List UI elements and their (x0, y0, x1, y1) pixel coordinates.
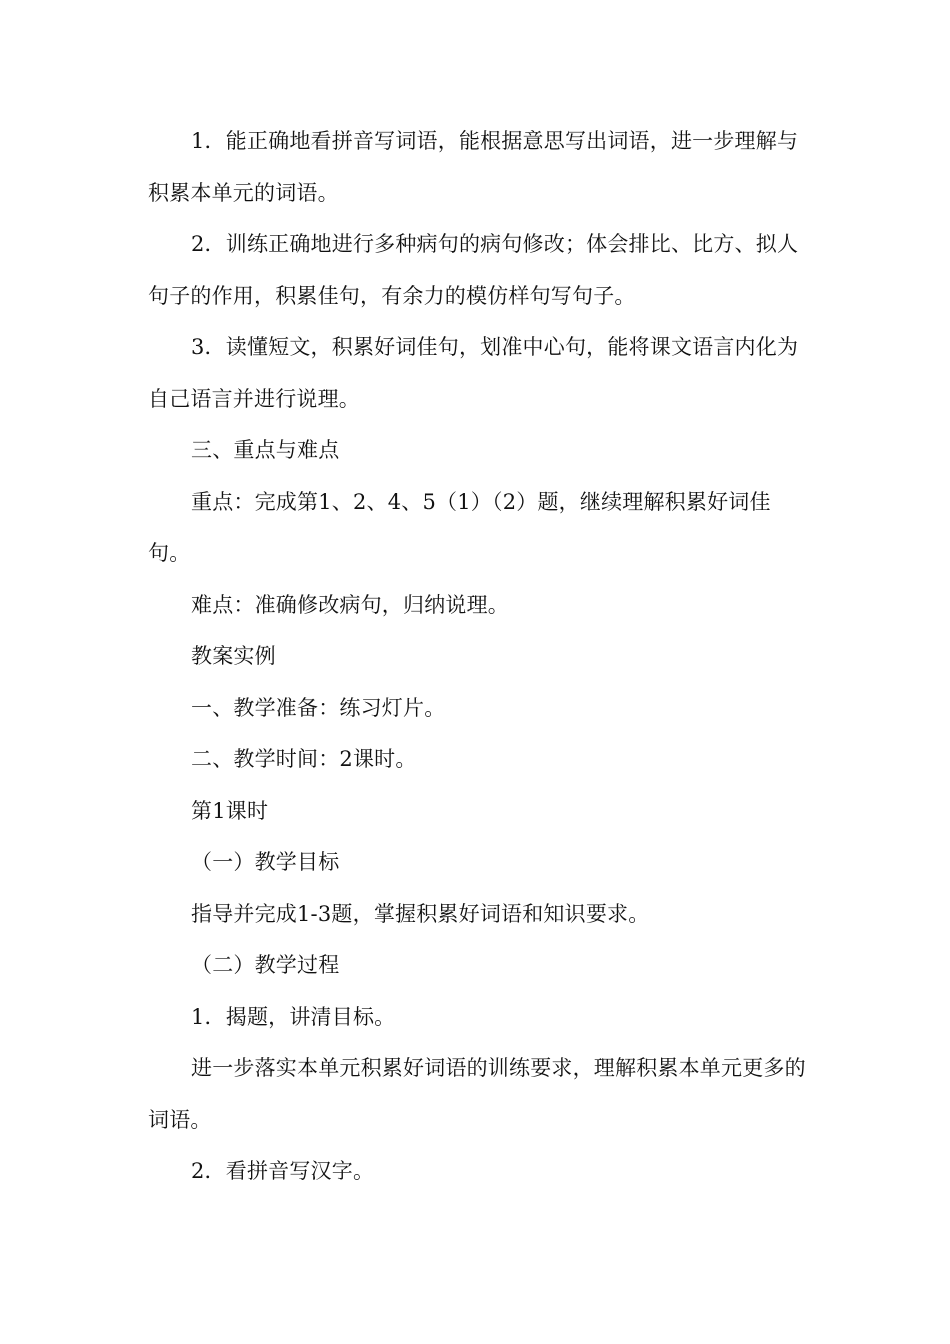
teaching-process-heading: （二）教学过程 (191, 953, 340, 977)
process-step-2: 2．看拼音写汉字。 (191, 1159, 375, 1183)
lesson-example-heading: 教案实例 (191, 644, 276, 668)
objective-1: 1．能正确地看拼音写词语，能根据意思写出词语，进一步理解与积累本单元的词语。 (148, 129, 799, 205)
lesson-1-heading: 第1课时 (191, 798, 269, 823)
document-body (148, 116, 808, 1198)
difficulty-text: 难点：准确修改病句，归纳说理。 (191, 592, 509, 617)
teaching-preparation: 一、教学准备：练习灯片。 (191, 695, 446, 720)
objective-2: 2．训练正确地进行多种病句的病句修改；体会排比、比方、拟人句子的作用，积累佳句，有余力的模仿样句写句子。 (148, 232, 799, 308)
process-step-1: 1．揭题，讲清目标。 (191, 1004, 396, 1029)
process-step-1-detail: 进一步落实本单元积累好词语的训练要求，理解积累本单元更多的词语。 (148, 1056, 806, 1132)
teaching-goals-text: 指导并完成1-3题，掌握积累好词语和知识要求。 (191, 901, 650, 926)
key-point-text: 重点：完成第1、2、4、5（1）（2）题，继续理解积累好词佳句。 (148, 489, 771, 565)
objective-3: 3．读懂短文，积累好词佳句，划准中心句，能将课文语言内化为自己语言并进行说理。 (148, 335, 799, 411)
section-heading-key-points: 三、重点与难点 (191, 438, 340, 462)
teaching-goals-heading: （一）教学目标 (191, 850, 340, 874)
teaching-time: 二、教学时间：2课时。 (191, 747, 417, 771)
